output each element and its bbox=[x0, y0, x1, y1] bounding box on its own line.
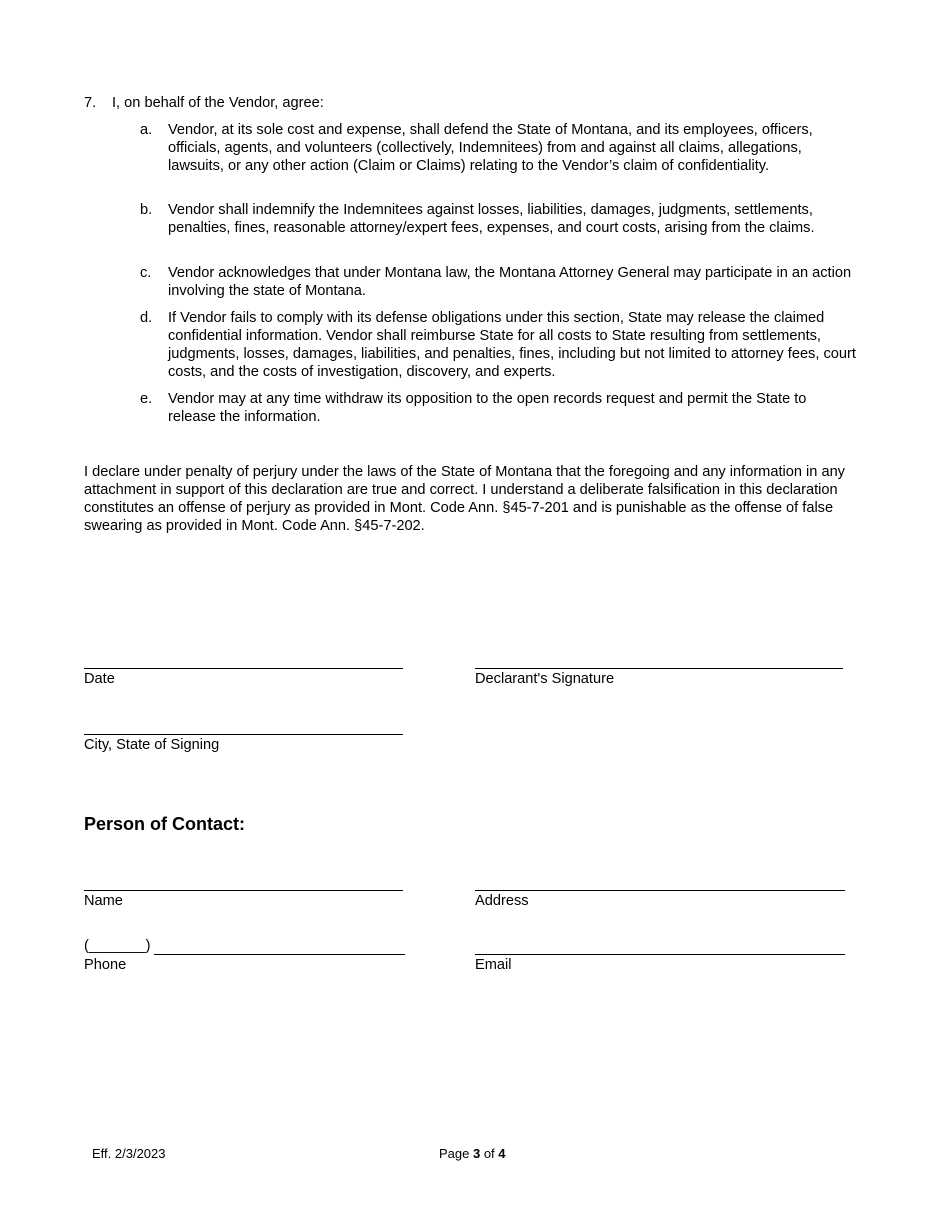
page-of: of bbox=[480, 1146, 499, 1161]
signature-label: Declarant's Signature bbox=[475, 671, 615, 687]
list-item-text: Vendor acknowledges that under Montana law, the Montana Attorney General may participate in an action involving the state of Montana. bbox=[168, 265, 852, 299]
name-label: Name bbox=[84, 893, 123, 909]
signature-line[interactable] bbox=[475, 668, 843, 669]
city-state-line[interactable] bbox=[84, 734, 403, 735]
city-state-label: City, State of Signing bbox=[84, 737, 220, 753]
list-number: 7. bbox=[84, 95, 97, 111]
list-intro: I, on behalf of the Vendor, agree: bbox=[112, 95, 324, 111]
list-item-letter: e. bbox=[140, 391, 153, 407]
email-line[interactable] bbox=[475, 954, 845, 955]
list-item-text: Vendor shall indemnify the Indemnitees against losses, liabilities, damages, judgments, settlements, penalties, fines, reasonable attorney/expert fees, expenses, and court costs, arising from the claims. bbox=[168, 202, 815, 236]
list-item-text: Vendor may at any time withdraw its opposition to the open records request and permit the State to release the information. bbox=[168, 391, 807, 425]
phone-label: Phone bbox=[84, 957, 127, 973]
effective-date: Eff. 2/3/2023 bbox=[92, 1146, 166, 1161]
page-current: 3 bbox=[472, 1146, 481, 1161]
page-prefix: Page bbox=[439, 1146, 473, 1161]
address-label: Address bbox=[475, 893, 529, 909]
list-item-letter: d. bbox=[140, 310, 153, 326]
declaration-paragraph: I declare under penalty of perjury under the laws of the State of Montana that the foregoing and any information in any attachment in support of this declaration are true and correct. I understand a deliberate falsification in this declaration constitutes an offense of perjury as provided in Mont. Code Ann. §45-7-201 and is punishable as the offense of false swearing as provided in Mont. Code Ann. §45-7-202. bbox=[84, 464, 845, 534]
list-item-letter: a. bbox=[140, 122, 153, 138]
page-total: 4 bbox=[498, 1146, 506, 1161]
phone-area-code[interactable]: (_______) bbox=[84, 938, 151, 954]
date-line[interactable] bbox=[84, 668, 403, 669]
address-line[interactable] bbox=[475, 890, 845, 891]
contact-heading: Person of Contact: bbox=[84, 814, 246, 834]
phone-line[interactable] bbox=[154, 954, 405, 955]
page-number bbox=[439, 1145, 506, 1163]
date-label: Date bbox=[84, 671, 115, 687]
email-label: Email bbox=[475, 957, 512, 973]
list-item-letter: b. bbox=[140, 202, 153, 218]
list-item-letter: c. bbox=[140, 265, 152, 281]
list-item-text: Vendor, at its sole cost and expense, shall defend the State of Montana, and its employees, officers, officials, agents, and volunteers (collectively, Indemnitees) from and against all claims, allegations, lawsuits, or any other action (Claim or Claims) relating to the Vendor’s claim of confidentiality. bbox=[168, 122, 813, 174]
list-item-text: If Vendor fails to comply with its defense obligations under this section, State may release the claimed confidential information. Vendor shall reimburse State for all costs to State resulting from settlements, judgments, losses, damages, liabilities, and penalties, fines, including but not limited to attorney fees, court costs, and the costs of investigation, discovery, and experts. bbox=[168, 310, 856, 380]
name-line[interactable] bbox=[84, 890, 403, 891]
